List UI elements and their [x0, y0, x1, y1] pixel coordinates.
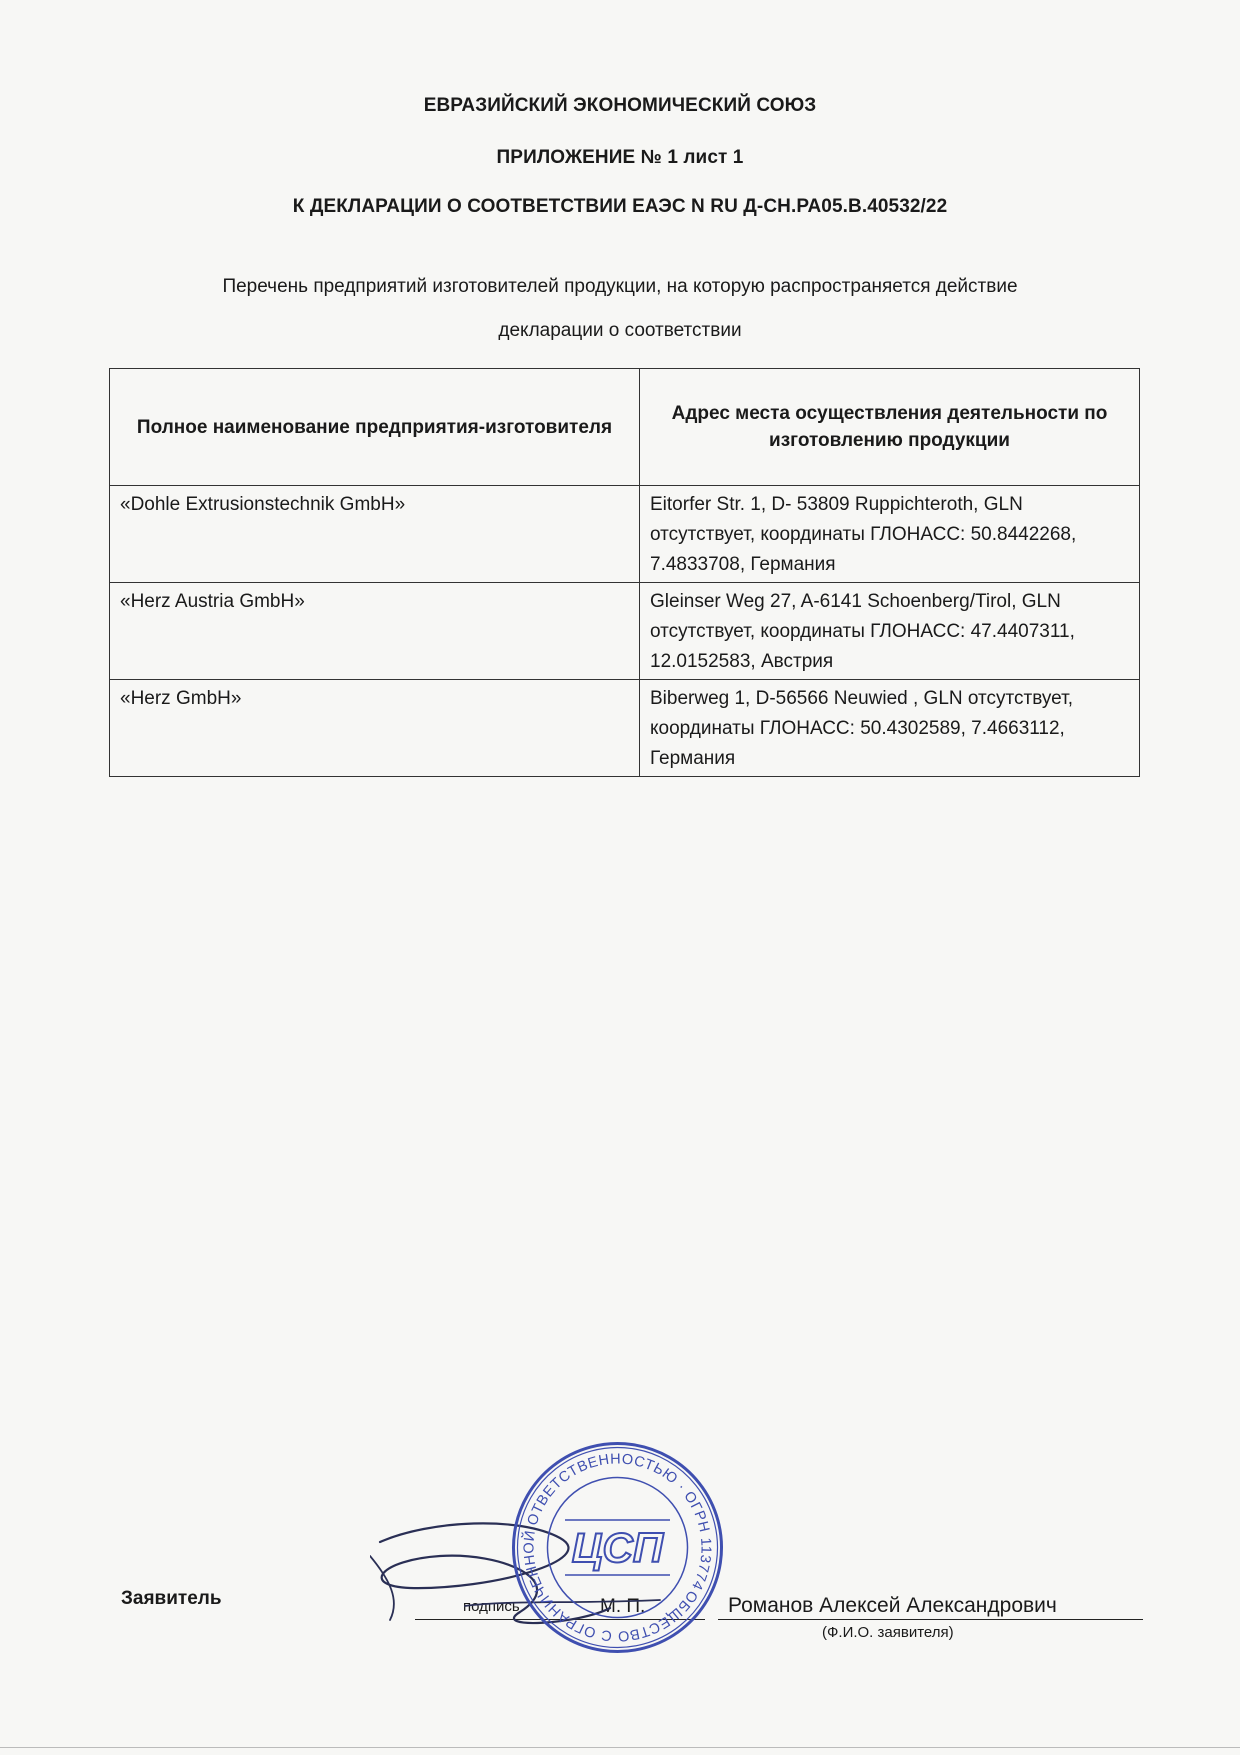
intro-line-2: декларации о соответствии [498, 320, 742, 341]
intro-text [110, 265, 1130, 353]
signature-caption: подпись [463, 1598, 520, 1615]
table-header-row [110, 369, 1140, 486]
header-company-name: Полное наименование предприятия-изготовителя [110, 369, 640, 486]
company-name-cell: «Herz GmbH» [110, 680, 640, 777]
page-bottom-edge [0, 1747, 1240, 1748]
address-cell: Eitorfer Str. 1, D- 53809 Ruppichteroth, GLN отсутствует, координаты ГЛОНАСС: 50.8442268, 7.4833708, Германия [640, 486, 1140, 583]
declaration-number-title: К ДЕКЛАРАЦИИ О СООТВЕТСТВИИ ЕАЭС N RU Д-СН.РА05.В.40532/22 [292, 196, 948, 217]
name-line [718, 1619, 1143, 1620]
applicant-name: Романов Алексей Александрович [728, 1594, 1057, 1617]
company-name-cell: «Herz Austria GmbH» [110, 583, 640, 680]
address-cell: Biberweg 1, D-56566 Neuwied , GLN отсутствует, координаты ГЛОНАСС: 50.4302589, 7.4663112, Германия [640, 680, 1140, 777]
name-caption: (Ф.И.О. заявителя) [822, 1624, 954, 1641]
address-cell: Gleinser Weg 27, A-6141 Schoenberg/Tirol, GLN отсутствует, координаты ГЛОНАСС: 47.4407311, 12.0152583, Австрия [640, 583, 1140, 680]
applicant-label: Заявитель [121, 1588, 222, 1609]
svg-text:ОБЩЕСТВО С ОГРАНИЧЕННОЙ ОТВЕТС: ОБЩЕСТВО С ОГРАНИЧЕННОЙ ОТВЕТСТВЕННОСТЬЮ · ОГРН 1137746275754 [521, 1451, 714, 1644]
table-row [110, 680, 1140, 777]
union-title: ЕВРАЗИЙСКИЙ ЭКОНОМИЧЕСКИЙ СОЮЗ [423, 95, 817, 116]
svg-text:ЦСП: ЦСП [571, 1524, 664, 1571]
company-name-cell: «Dohle Extrusionstechnik GmbH» [110, 486, 640, 583]
table-row [110, 583, 1140, 680]
manufacturers-table [109, 368, 1140, 777]
table-row [110, 486, 1140, 583]
seal-caption: М. П. [600, 1596, 646, 1617]
company-seal-stamp [510, 1440, 725, 1655]
intro-line-1: Перечень предприятий изготовителей продукции, на которую распространяется действие [222, 276, 1018, 297]
header-address: Адрес места осуществления деятельности по изготовлению продукции [640, 369, 1140, 486]
appendix-title: ПРИЛОЖЕНИЕ № 1 лист 1 [496, 147, 744, 168]
